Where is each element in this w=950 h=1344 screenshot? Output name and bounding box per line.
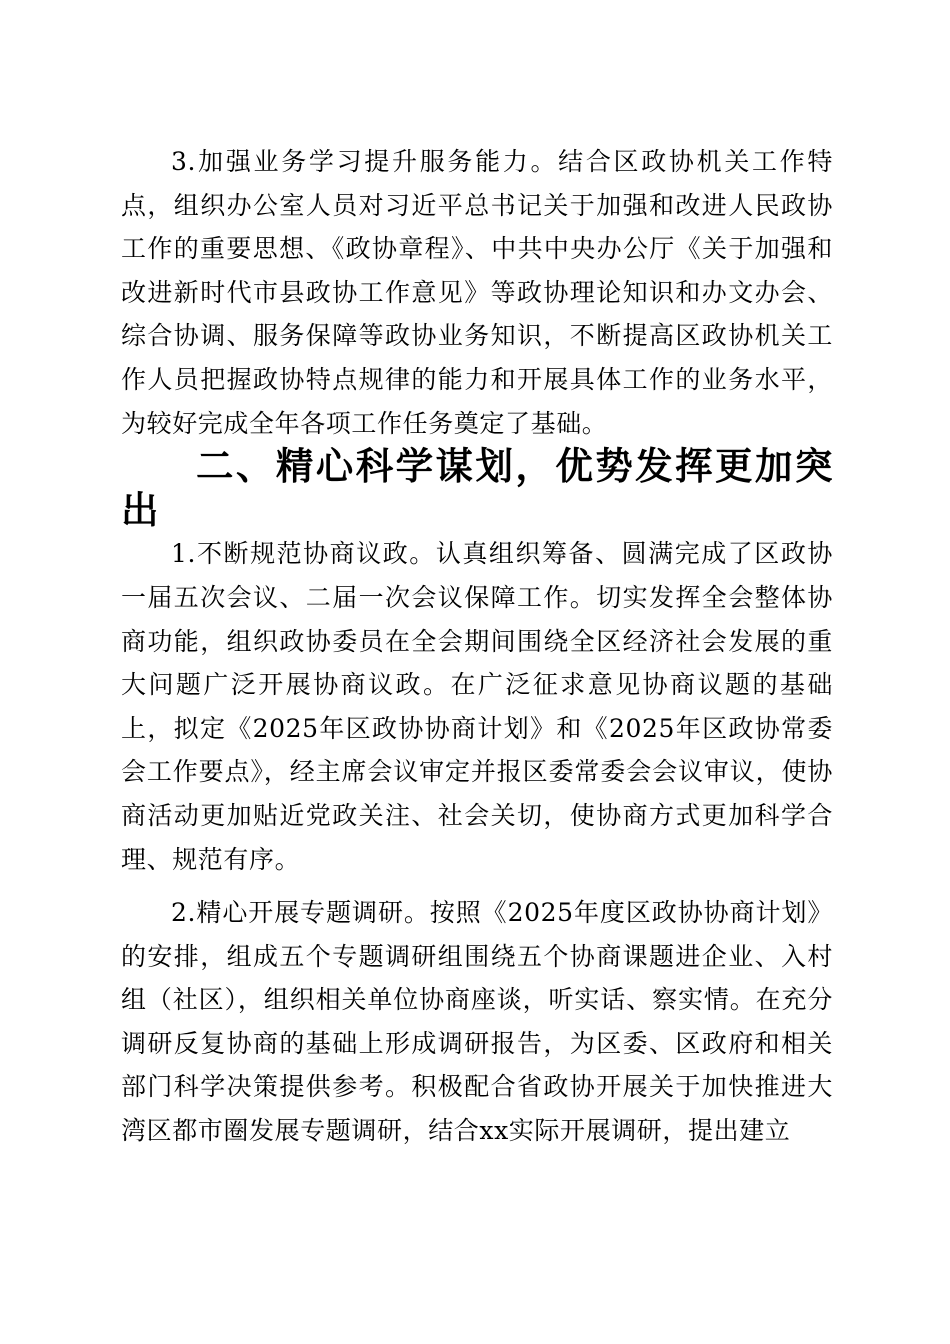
paragraph-special-research: 2.精心开展专题调研。按照《2025年度区政协协商计划》的安排，组成五个专题调研组围绕五个协商课题进企业、入村组（社区），组织相关单位协商座谈，听实话、察实情。在充分调研反复协商的基础上形成调研报告，为区委、区政府和相关部门科学决策提供参考。积极配合省政协开展关于加快推进大湾区都市圈发展专题调研，结合xx实际开展调研，提出建立	[121, 898, 833, 1146]
section-heading-two: 二、精心科学谋划，优势发挥更加突出	[121, 444, 833, 532]
paragraph-strengthen-business-learning: 3.加强业务学习提升服务能力。结合区政协机关工作特点，组织办公室人员对习近平总书记关于加强和改进人民政协工作的重要思想、《政协章程》、中共中央办公厅《关于加强和改进新时代市县政协工作意见》等政协理论知识和办文办会、综合协调、服务保障等政协业务知识，不断提高区政协机关工作人员把握政协特点规律的能力和开展具体工作的业务水平，为较好完成全年各项工作任务奠定了基础。	[121, 147, 833, 438]
paragraph-standardize-consultation: 1.不断规范协商议政。认真组织筹备、圆满完成了区政协一届五次会议、二届一次会议保障工作。切实发挥全会整体协商功能，组织政协委员在全会期间围绕全区经济社会发展的重大问题广泛开展协商议政。在广泛征求意见协商议题的基础上，拟定《2025年区政协协商计划》和《2025年区政协常委会工作要点》，经主席会议审定并报区委常委会会议审议，使协商活动更加贴近党政关注、社会关切，使协商方式更加科学合理、规范有序。	[121, 539, 833, 874]
document-body	[121, 140, 833, 1153]
